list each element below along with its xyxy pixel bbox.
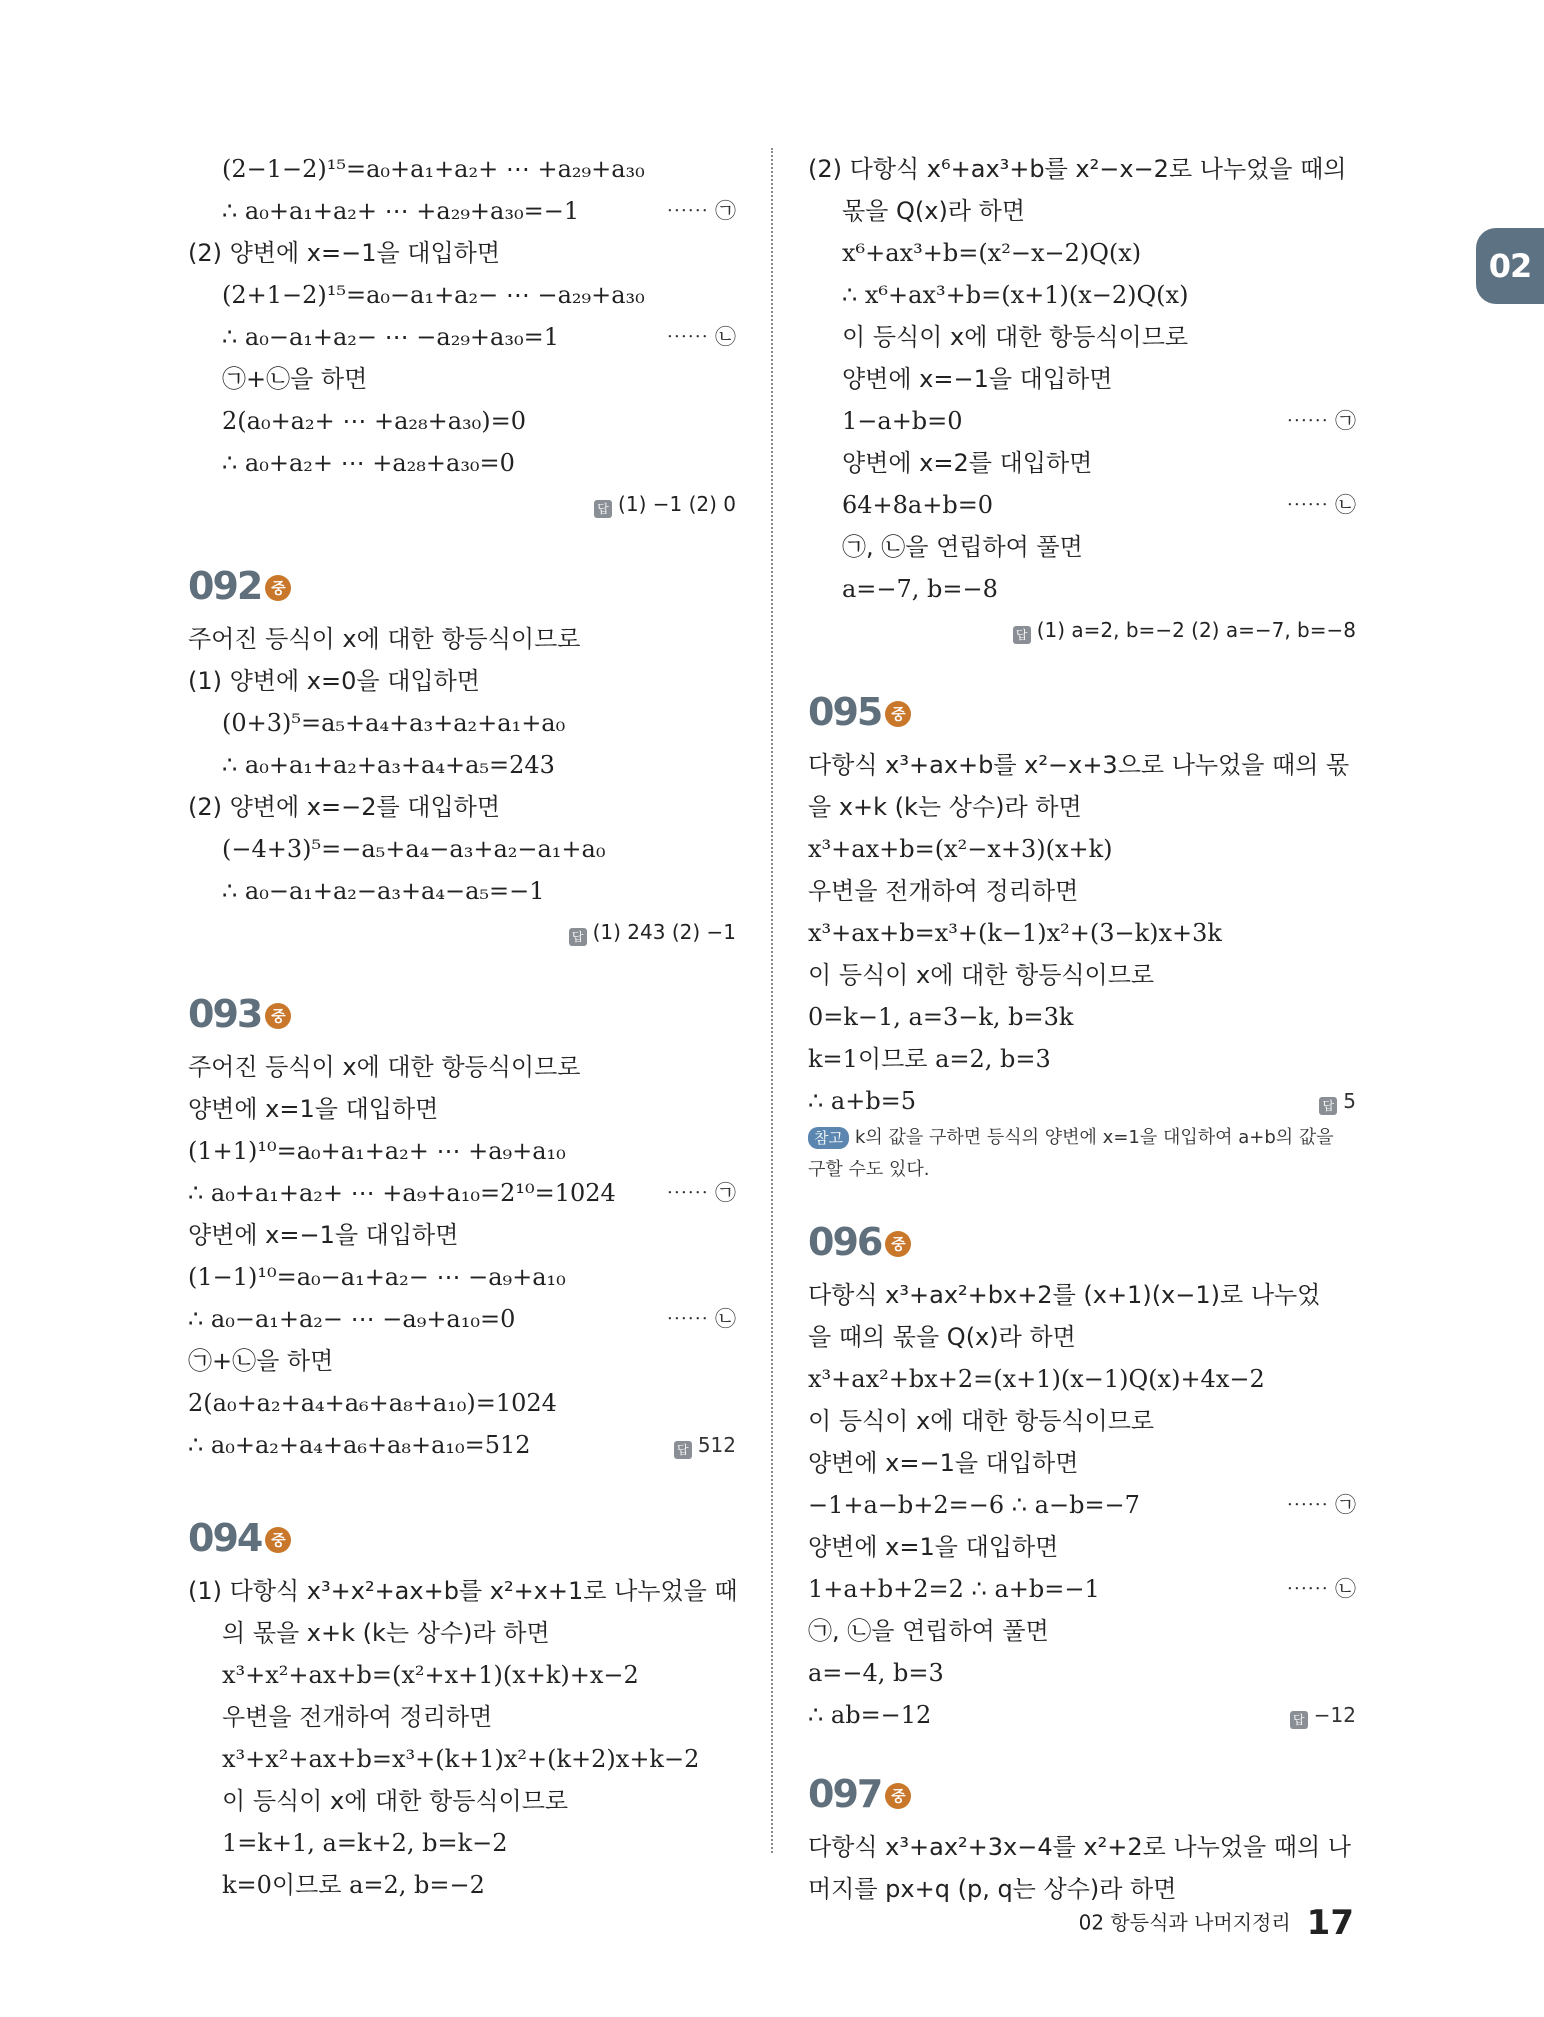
answer: 답 (1) 243 (2) −1 — [188, 912, 736, 952]
chapter-title: 02 항등식과 나머지정리 — [1078, 1910, 1291, 1935]
solution-line: ∴ ab=−12 답 −12 — [808, 1694, 1356, 1736]
solution-line: 64+8a+b=0 ⋯⋯ ㉡ — [808, 484, 1356, 526]
solution-line: (2) 양변에 x=−1을 대입하면 — [188, 239, 501, 267]
answer-icon: 답 — [594, 500, 612, 518]
level-icon: 중 — [885, 1783, 911, 1809]
solution-line: (−4+3)⁵=−a₅+a₄−a₃+a₂−a₁+a₀ — [222, 835, 606, 863]
solution-line: (1) 다항식 x³+x²+ax+b를 x²+x+1로 나누었을 때 — [188, 1577, 738, 1605]
solution-line: 2(a₀+a₂+ ⋯ +a₂₈+a₃₀)=0 — [222, 407, 527, 435]
page-footer — [1079, 1900, 1354, 1944]
equation-mark: ⋯⋯ ㉠ — [666, 199, 736, 223]
solution-line: (1−1)¹⁰=a₀−a₁+a₂− ⋯ −a₉+a₁₀ — [188, 1263, 566, 1291]
answer: 답 512 — [674, 1424, 736, 1466]
chapter-tab[interactable]: 02 — [1476, 228, 1544, 304]
solution-line: (0+3)⁵=a₅+a₄+a₃+a₂+a₁+a₀ — [222, 709, 566, 737]
solution-line: ∴ a₀+a₂+ ⋯ +a₂₈+a₃₀=0 — [222, 449, 515, 477]
solution-line: ㉠+㉡을 하면 — [222, 365, 368, 393]
solution-line: 2(a₀+a₂+a₄+a₆+a₈+a₁₀)=1024 — [188, 1389, 557, 1417]
solution-line: x⁶+ax³+b=(x²−x−2)Q(x) — [842, 239, 1142, 267]
solution-line: 우변을 전개하여 정리하면 — [222, 1703, 493, 1731]
solution-line: a=−7, b=−8 — [842, 575, 998, 603]
solution-line: 이 등식이 x에 대한 항등식이므로 — [222, 1787, 569, 1815]
answer-icon: 답 — [1319, 1097, 1337, 1115]
solution-line: 주어진 등식이 x에 대한 항등식이므로 — [188, 625, 581, 653]
solution-line: ∴ a₀+a₁+a₂+a₃+a₄+a₅=243 — [222, 751, 555, 779]
solution-line: ∴ a₀−a₁+a₂− ⋯ −a₉+a₁₀=0 ⋯⋯ ㉡ — [188, 1298, 736, 1340]
column-divider — [771, 148, 773, 1853]
answer-icon: 답 — [1013, 626, 1031, 644]
solution-line: 양변에 x=1을 대입하면 — [808, 1533, 1059, 1561]
solution-line: 우변을 전개하여 정리하면 — [808, 877, 1079, 905]
solution-line: 1−a+b=0 ⋯⋯ ㉠ — [808, 400, 1356, 442]
right-column — [808, 148, 1356, 1910]
solution-line: ∴ a₀+a₁+a₂+ ⋯ +a₂₉+a₃₀=−1 ⋯⋯ ㉠ — [188, 190, 736, 232]
solution-line: (2+1−2)¹⁵=a₀−a₁+a₂− ⋯ −a₂₉+a₃₀ — [222, 281, 645, 309]
problem-number: 094 — [188, 1516, 262, 1560]
solution-line: 다항식 x³+ax²+3x−4를 x²+2로 나누었을 때의 나 — [808, 1833, 1351, 1861]
problem-097-header — [808, 1762, 1356, 1826]
equation-mark: ⋯⋯ ㉠ — [1286, 1493, 1356, 1517]
solution-line: a=−4, b=3 — [808, 1659, 944, 1687]
solution-line: (2−1−2)¹⁵=a₀+a₁+a₂+ ⋯ +a₂₉+a₃₀ — [222, 155, 645, 183]
solution-line: 이 등식이 x에 대한 항등식이므로 — [808, 961, 1155, 989]
answer: 답 −12 — [1290, 1694, 1356, 1736]
solution-line: (2) 양변에 x=−2를 대입하면 — [188, 793, 501, 821]
level-icon: 중 — [265, 1527, 291, 1553]
solution-line: k=0이므로 a=2, b=−2 — [222, 1871, 485, 1899]
equation-mark: ⋯⋯ ㉠ — [666, 1181, 736, 1205]
problem-number: 097 — [808, 1772, 882, 1816]
solution-line: 머지를 px+q (p, q는 상수)라 하면 — [808, 1875, 1177, 1903]
problem-095-header — [808, 680, 1356, 744]
problem-number: 093 — [188, 992, 262, 1036]
solution-line: 0=k−1, a=3−k, b=3k — [808, 1003, 1074, 1031]
solution-line: (1+1)¹⁰=a₀+a₁+a₂+ ⋯ +a₉+a₁₀ — [188, 1137, 566, 1165]
solution-line: x³+x²+ax+b=(x²+x+1)(x+k)+x−2 — [222, 1661, 639, 1689]
solution-line: ∴ x⁶+ax³+b=(x+1)(x−2)Q(x) — [842, 281, 1189, 309]
solution-line: 을 때의 몫을 Q(x)라 하면 — [808, 1323, 1076, 1351]
level-icon: 중 — [885, 1231, 911, 1257]
solution-line: x³+x²+ax+b=x³+(k+1)x²+(k+2)x+k−2 — [222, 1745, 700, 1773]
solution-line: 양변에 x=−1을 대입하면 — [188, 1221, 459, 1249]
level-icon: 중 — [265, 575, 291, 601]
solution-line: 이 등식이 x에 대한 항등식이므로 — [808, 1407, 1155, 1435]
problem-number: 095 — [808, 690, 882, 734]
page-number: 17 — [1306, 1902, 1354, 1943]
solution-line: ∴ a₀+a₁+a₂+ ⋯ +a₉+a₁₀=2¹⁰=1024 ⋯⋯ ㉠ — [188, 1172, 736, 1214]
reference-note: 참고 k의 값을 구하면 등식의 양변에 x=1을 대입하여 a+b의 값을 구할 수도 있다. — [808, 1127, 1334, 1180]
answer: 답 5 — [1319, 1080, 1356, 1122]
answer-icon: 답 — [569, 928, 587, 946]
solution-line: −1+a−b+2=−6 ∴ a−b=−7 ⋯⋯ ㉠ — [808, 1484, 1356, 1526]
solution-line: 다항식 x³+ax+b를 x²−x+3으로 나누었을 때의 몫 — [808, 751, 1350, 779]
problem-092-header — [188, 554, 736, 618]
problem-094-header — [188, 1506, 736, 1570]
answer: 답 (1) a=2, b=−2 (2) a=−7, b=−8 — [808, 610, 1356, 650]
solution-line: ㉠, ㉡을 연립하여 풀면 — [808, 1617, 1049, 1645]
solution-line: k=1이므로 a=2, b=3 — [808, 1045, 1051, 1073]
solution-line: 1=k+1, a=k+2, b=k−2 — [222, 1829, 508, 1857]
solution-line: x³+ax²+bx+2=(x+1)(x−1)Q(x)+4x−2 — [808, 1365, 1265, 1393]
solution-line: 을 x+k (k는 상수)라 하면 — [808, 793, 1082, 821]
left-column — [188, 148, 736, 1906]
solution-line: ∴ a+b=5 답 5 — [808, 1080, 1356, 1122]
equation-mark: ⋯⋯ ㉡ — [666, 1307, 736, 1331]
solution-line: ㉠+㉡을 하면 — [188, 1347, 334, 1375]
equation-mark: ⋯⋯ ㉡ — [1286, 493, 1356, 517]
solution-line: ∴ a₀−a₁+a₂−a₃+a₄−a₅=−1 — [222, 877, 545, 905]
solution-line: x³+ax+b=(x²−x+3)(x+k) — [808, 835, 1113, 863]
solution-line: 양변에 x=−1을 대입하면 — [842, 365, 1113, 393]
problem-096-header — [808, 1210, 1356, 1274]
answer-icon: 답 — [674, 1441, 692, 1459]
solution-line: x³+ax+b=x³+(k−1)x²+(3−k)x+3k — [808, 919, 1222, 947]
problem-093-header — [188, 982, 736, 1046]
solution-line: 1+a+b+2=2 ∴ a+b=−1 ⋯⋯ ㉡ — [808, 1568, 1356, 1610]
solution-line: 몫을 Q(x)라 하면 — [842, 197, 1025, 225]
solution-line: 양변에 x=1을 대입하면 — [188, 1095, 439, 1123]
note-tag: 참고 — [808, 1127, 849, 1149]
level-icon: 중 — [265, 1003, 291, 1029]
equation-mark: ⋯⋯ ㉡ — [666, 325, 736, 349]
level-icon: 중 — [885, 701, 911, 727]
solution-line: 이 등식이 x에 대한 항등식이므로 — [842, 323, 1189, 351]
solution-line: 주어진 등식이 x에 대한 항등식이므로 — [188, 1053, 581, 1081]
solution-line: ㉠, ㉡을 연립하여 풀면 — [842, 533, 1083, 561]
equation-mark: ⋯⋯ ㉠ — [1286, 409, 1356, 433]
solution-line: 양변에 x=−1을 대입하면 — [808, 1449, 1079, 1477]
answer: 답 (1) −1 (2) 0 — [188, 484, 736, 524]
solution-line: ∴ a₀−a₁+a₂− ⋯ −a₂₉+a₃₀=1 ⋯⋯ ㉡ — [188, 316, 736, 358]
solution-line: 양변에 x=2를 대입하면 — [842, 449, 1093, 477]
solution-line: (2) 다항식 x⁶+ax³+b를 x²−x−2로 나누었을 때의 — [808, 155, 1347, 183]
answer-icon: 답 — [1290, 1711, 1308, 1729]
solution-line: 다항식 x³+ax²+bx+2를 (x+1)(x−1)로 나누었 — [808, 1281, 1321, 1309]
equation-mark: ⋯⋯ ㉡ — [1286, 1577, 1356, 1601]
solution-line: 의 몫을 x+k (k는 상수)라 하면 — [222, 1619, 550, 1647]
problem-number: 096 — [808, 1220, 882, 1264]
problem-number: 092 — [188, 564, 262, 608]
solution-line: (1) 양변에 x=0을 대입하면 — [188, 667, 480, 695]
solution-line: ∴ a₀+a₂+a₄+a₆+a₈+a₁₀=512 답 512 — [188, 1424, 736, 1466]
